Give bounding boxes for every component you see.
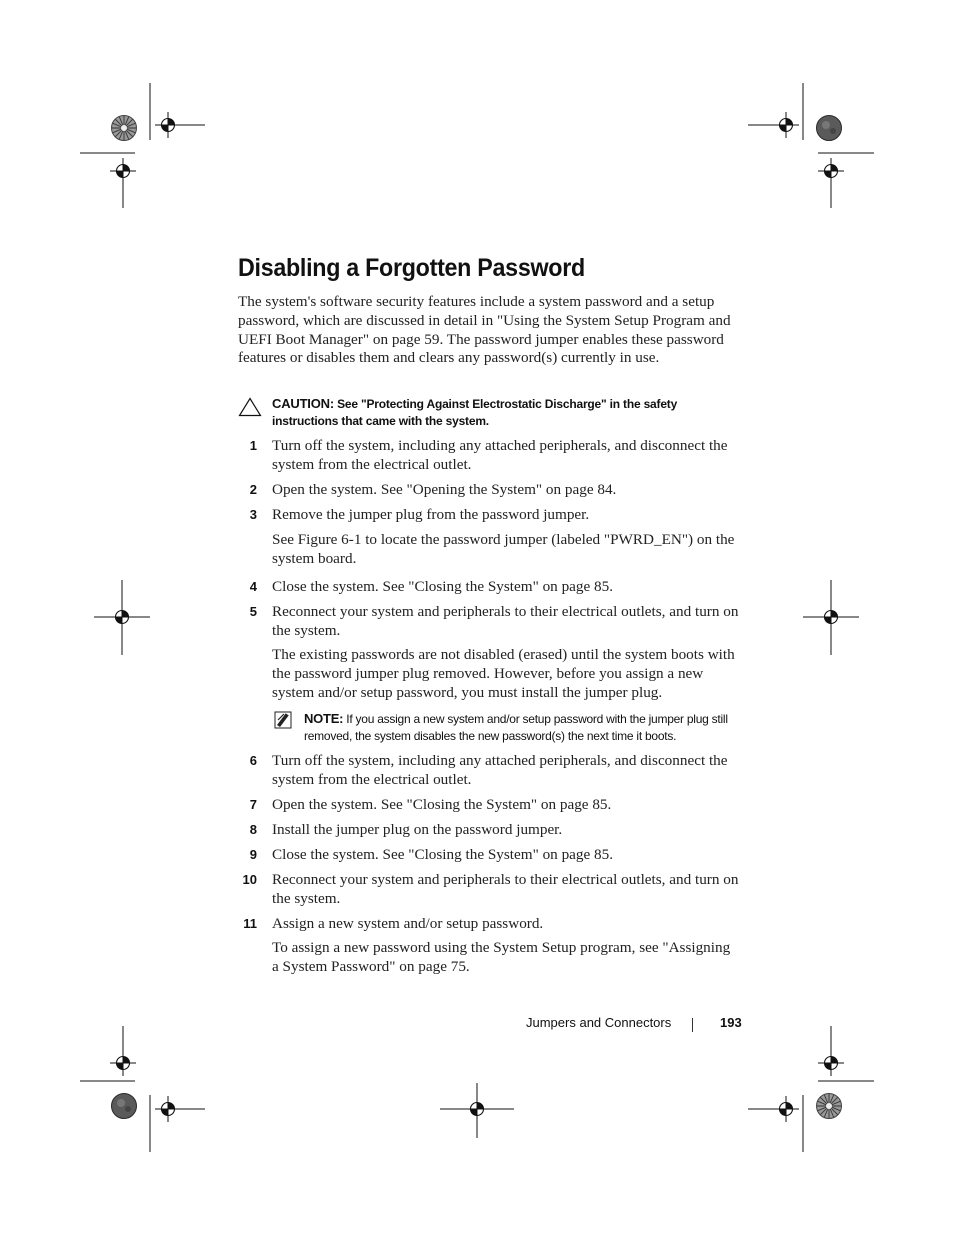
step-text: Turn off the system, including any attached peripherals, and disconnect the system from the electrical outlet. — [272, 437, 728, 473]
registration-mark-icon — [818, 158, 844, 184]
footer-page-number: 193 — [720, 1015, 742, 1030]
step-number: 9 — [249, 847, 257, 862]
intro-paragraph: The system's software security features include a system password and a setup password, which are discussed in detail in "Using the System Setup Program and UEFI Boot Manager" on page 59. The password jumper enables these password features or disables them and clears any password(s) currently in use. — [238, 293, 731, 367]
step-number: 7 — [249, 797, 257, 812]
registration-mark-icon — [109, 604, 135, 630]
registration-mark-icon — [773, 1096, 799, 1122]
step-number: 4 — [249, 579, 257, 594]
starburst-target-icon — [112, 116, 137, 141]
crop-mark-bottom-right — [803, 1026, 874, 1152]
starburst-target-icon — [817, 116, 842, 141]
footer-section-title: Jumpers and Connectors — [526, 1015, 672, 1030]
caution-label: CAUTION: — [272, 396, 334, 411]
step-number: 3 — [249, 507, 257, 522]
step-number: 1 — [249, 438, 257, 453]
step-number: 5 — [249, 604, 257, 619]
step-text: Assign a new system and/or setup password. — [272, 915, 544, 932]
crop-mark-bottom-left — [80, 1026, 150, 1152]
step-11-detail: To assign a new password using the System Setup program, see "Assigning a System Password" on page 75. — [272, 939, 731, 975]
step-text: Remove the jumper plug from the password jumper. — [272, 506, 590, 523]
registration-mark-icon — [110, 1050, 136, 1076]
step-3-detail: See Figure 6-1 to locate the password jumper (labeled "PWRD_EN") on the system board. — [272, 531, 735, 567]
registration-mark-icon — [773, 112, 799, 138]
page-title: Disabling a Forgotten Password — [238, 254, 585, 282]
registration-mark-icon — [464, 1096, 490, 1122]
registration-mark-icon — [818, 604, 844, 630]
note-body: If you assign a new system and/or setup password with the jumper plug still removed, the system disables the new password(s) the next time it boots. — [304, 712, 728, 743]
step-text: Turn off the system, including any attached peripherals, and disconnect the system from the electrical outlet. — [272, 752, 728, 788]
caution-triangle-icon — [238, 397, 262, 417]
caution-body: See "Protecting Against Electrostatic Discharge" in the safety instructions that came with the system. — [272, 397, 678, 428]
step-text: Close the system. See "Closing the System" on page 85. — [272, 846, 614, 863]
step-text: Reconnect your system and peripherals to their electrical outlets, and turn on the system. — [272, 871, 739, 907]
registration-mark-icon — [110, 158, 136, 184]
crop-mark-top-left — [80, 83, 150, 153]
note-text — [304, 710, 774, 745]
step-number: 2 — [249, 482, 257, 497]
note-pencil-icon — [272, 710, 294, 730]
note-label: NOTE: — [304, 711, 344, 726]
step-text: Open the system. See "Closing the System" on page 85. — [272, 796, 612, 813]
step-text: Close the system. See "Closing the System" on page 85. — [272, 578, 614, 595]
starburst-target-icon — [817, 1094, 842, 1119]
starburst-target-icon — [112, 1094, 137, 1119]
footer-divider — [692, 1018, 693, 1032]
crop-mark-top-right — [803, 83, 874, 153]
step-text: Open the system. See "Opening the System" on page 84. — [272, 481, 617, 498]
step-5-detail: The existing passwords are not disabled (erased) until the system boots with the password jumper plug removed. However, before you assign a new system and/or setup password, you must install the jumper plug. — [272, 646, 735, 701]
step-number: 10 — [242, 872, 257, 887]
step-text: Reconnect your system and peripherals to their electrical outlets, and turn on the system. — [272, 603, 739, 639]
step-text: Install the jumper plug on the password jumper. — [272, 821, 563, 838]
step-number: 6 — [249, 753, 257, 768]
step-number: 11 — [243, 916, 257, 931]
caution-text — [272, 395, 742, 430]
registration-mark-icon — [818, 1050, 844, 1076]
step-number: 8 — [249, 822, 257, 837]
